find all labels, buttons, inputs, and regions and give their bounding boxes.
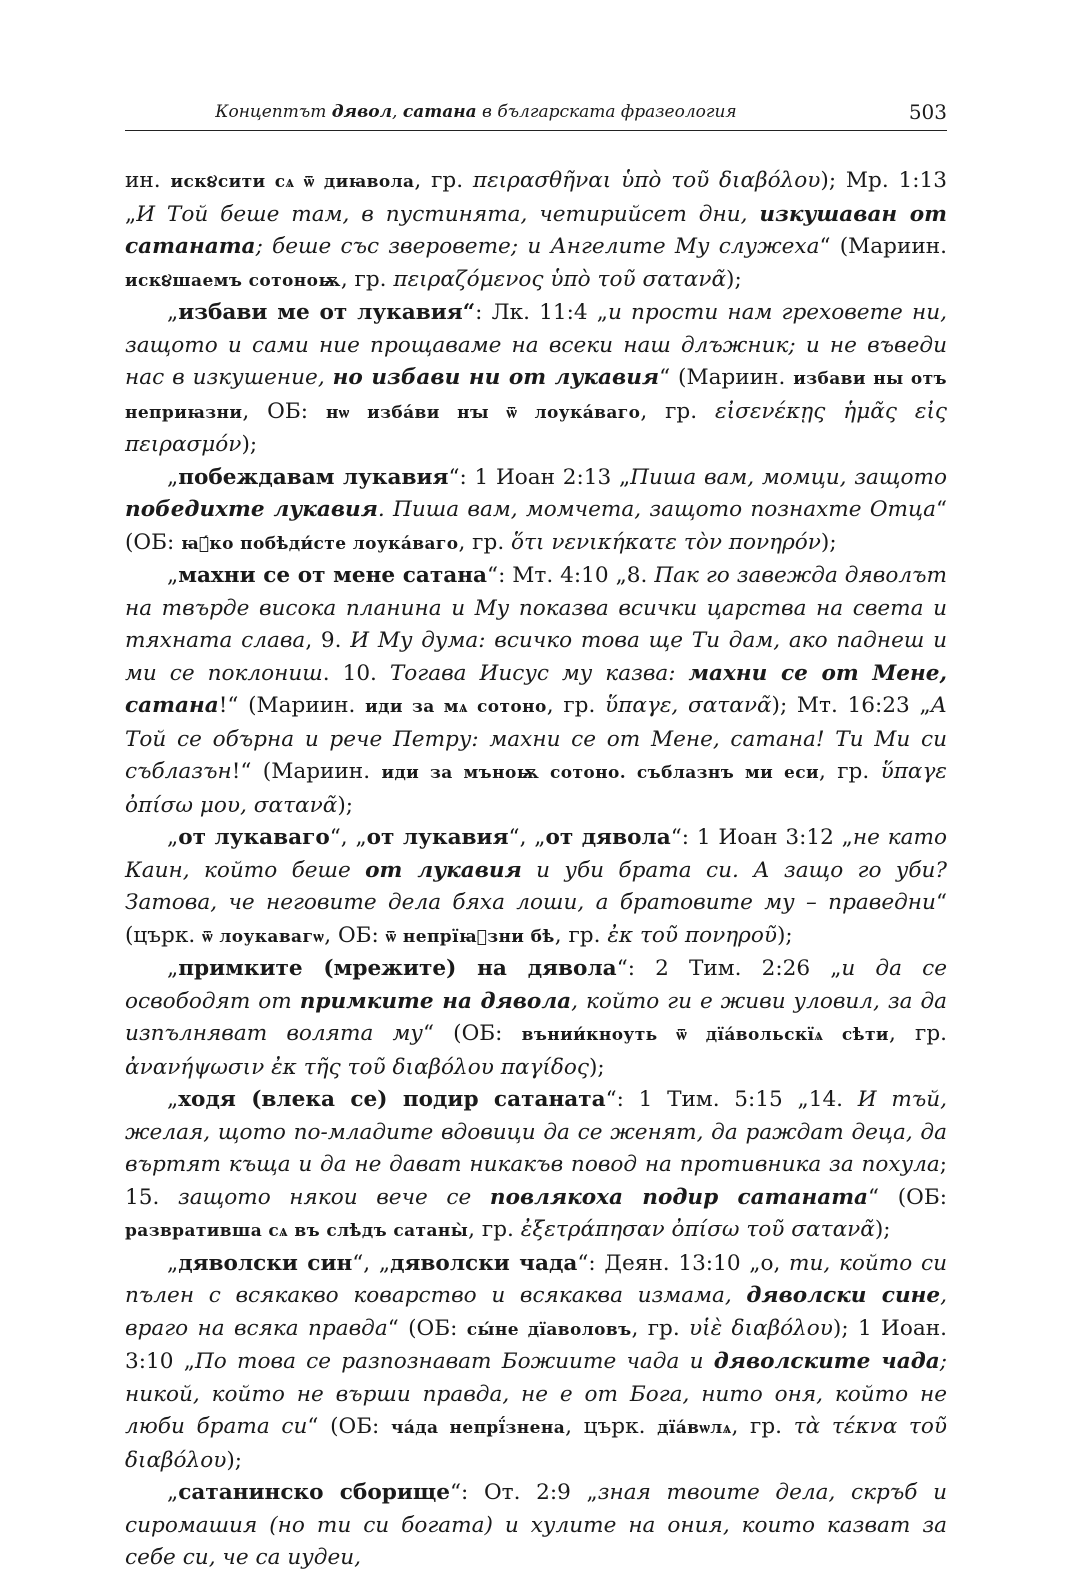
church-slavonic-text: нѡ избáви нꙑ ѿ лоукáваго bbox=[325, 402, 641, 423]
text-run: “, „ bbox=[508, 825, 546, 850]
church-slavonic-text: вънии́кноуть ѿ дїа́вольскїѧ сѣти bbox=[521, 1025, 889, 1045]
page-number: 503 bbox=[908, 100, 947, 124]
church-slavonic-text: дїа́вѡлѧ bbox=[657, 1418, 732, 1438]
text-run: „ bbox=[167, 825, 179, 850]
text-run: , ОБ: bbox=[242, 398, 326, 424]
text-run: ); bbox=[726, 266, 742, 292]
text-run: “ (ОБ: bbox=[125, 497, 947, 555]
text-run: „ bbox=[167, 956, 179, 981]
text-run: „ bbox=[167, 1480, 179, 1505]
italic-quote-run: ти, който си пълен с всякакво коварство и всякаква измама, bbox=[125, 1250, 948, 1308]
phraseme-heading: избави ме от лукавия“ bbox=[178, 300, 476, 325]
text-run: ); Мт. 16:23 „ bbox=[771, 693, 931, 718]
italic-quote-run: Пиша вам, момци, защото bbox=[630, 464, 947, 490]
greek-text: τὰ τέκνα τοῦ διαβόλου bbox=[125, 1414, 948, 1473]
italic-quote-run: и да се освободят от bbox=[125, 956, 947, 1014]
running-title bbox=[125, 102, 827, 122]
greek-text: ὕπαγε ὀπίσω μου, σατανᾶ bbox=[125, 759, 947, 818]
text-run: ); bbox=[337, 792, 354, 818]
text-run: “: 1 Тим. 5:15 „14. bbox=[605, 1087, 858, 1112]
text-run: !“ (Мариин. bbox=[218, 693, 366, 718]
greek-text: ἀνανήψωσιν ἐκ τῆς τοῦ διαβόλου παγίδος bbox=[125, 1054, 589, 1080]
text-run: “: От. 2:9 „ bbox=[449, 1480, 598, 1505]
running-title-pre: Концептът bbox=[215, 102, 332, 122]
paragraph-1 bbox=[125, 165, 947, 297]
paragraph-2 bbox=[125, 297, 947, 462]
italic-quote-run: ; никой, който не върши правда, не е от Бога, нито оня, който не люби брата си bbox=[125, 1349, 948, 1439]
text-run: , 9. bbox=[305, 628, 351, 653]
text-run: „ bbox=[167, 300, 179, 325]
bold-italic-emphasis: повлякоха подир сатаната bbox=[489, 1184, 869, 1210]
italic-quote-run: зная твоите дела, скръб и сиромашия (но ти си богата) и хулите на ония, които казват за себе си, че са иудеи, bbox=[125, 1480, 947, 1570]
text-run: “: Деян. 13:10 „о, bbox=[577, 1250, 790, 1276]
phraseme-heading: от дявола bbox=[545, 825, 671, 850]
greek-text: υἱὲ διαβόλου bbox=[689, 1315, 833, 1341]
text-run: , гр. bbox=[546, 693, 606, 718]
text-run: , ОБ: bbox=[324, 922, 386, 948]
church-slavonic-text: ꙗ҆́ко побѣди́сте лоукáваго bbox=[181, 533, 459, 554]
phraseme-heading: побеждавам лукавия bbox=[178, 464, 449, 490]
text-run: “: 1 Иоан 3:12 „ bbox=[670, 825, 853, 850]
paragraph-6 bbox=[125, 953, 947, 1084]
church-slavonic-text: сы́не дїаволовъ bbox=[466, 1319, 632, 1340]
paragraph-5 bbox=[125, 822, 947, 953]
text-run: , църк. bbox=[565, 1414, 658, 1439]
text-run: , гр. bbox=[458, 529, 512, 555]
phraseme-heading: ходя (влека се) подир сатаната bbox=[178, 1087, 606, 1112]
text-run: “: 2 Тим. 2:26 „ bbox=[616, 956, 842, 981]
text-run: “, „ bbox=[352, 1250, 391, 1276]
italic-quote-run: , който ги е живи уловил, за да изпълняват волята му bbox=[125, 988, 948, 1046]
italic-quote-run: А Той се обърна и рече Петру: махни се от Мене, сатана! Ти Ми си съблазън bbox=[125, 693, 947, 784]
italic-quote-run: ; беше със зверовете; и Ангелите Му служеха bbox=[255, 234, 820, 259]
paragraph-9 bbox=[125, 1477, 947, 1575]
text-run: , гр. bbox=[631, 1315, 690, 1341]
text-run: , гр. bbox=[640, 398, 716, 424]
church-slavonic-text: иск૪сити сѧ ѿ диꙗвола bbox=[170, 172, 415, 192]
phraseme-heading: от лукавия bbox=[366, 825, 509, 850]
text-run: “ (ОБ: bbox=[387, 1315, 467, 1341]
phraseme-heading: от лукаваго bbox=[178, 825, 330, 850]
italic-quote-run: Пак го завежда дяволът на твърде висока планина и Му показва всички царства на света и тяхната слава bbox=[125, 563, 947, 653]
text-run: ); bbox=[226, 1447, 243, 1473]
bold-italic-emphasis: махни се от Мене, сатана bbox=[125, 660, 947, 718]
text-run: “: 1 Иоан 2:13 „ bbox=[448, 464, 631, 490]
phraseme-heading: сатанинско сборище bbox=[178, 1480, 450, 1505]
bold-italic-emphasis: от лукавия bbox=[365, 857, 522, 883]
running-head bbox=[125, 100, 947, 131]
text-run: , гр. bbox=[414, 168, 473, 193]
text-run: , гр. bbox=[888, 1021, 948, 1046]
bold-italic-emphasis: изкушаван от сатаната bbox=[125, 201, 947, 259]
paragraph-3 bbox=[125, 462, 947, 561]
greek-text: ἐκ τοῦ πονηροῦ bbox=[607, 922, 777, 948]
paragraph-8 bbox=[125, 1248, 947, 1478]
running-title-post: в българската фразеология bbox=[476, 102, 737, 122]
text-run: ; 15. bbox=[125, 1152, 947, 1210]
church-slavonic-text: ча́да непрї́знена bbox=[391, 1418, 566, 1438]
text-run: “, „ bbox=[329, 825, 367, 850]
bold-italic-emphasis: дяволски сине bbox=[746, 1283, 941, 1308]
greek-text: ὅτι νενικήκατε τὸν πονηρόν bbox=[511, 529, 821, 555]
italic-quote-run: и уби брата си. А защо го уби? Затова, че неговите дела бяха лоши, а братовите му – праведни bbox=[125, 857, 948, 915]
text-run: „ bbox=[167, 464, 179, 490]
church-slavonic-text: иди за мъноѭ сотоно. съблазнъ ми еси bbox=[381, 763, 819, 783]
text-run: „ bbox=[167, 1250, 179, 1276]
greek-text: πειραζόμενος ὑπὸ τοῦ σατανᾶ bbox=[393, 266, 727, 292]
phraseme-heading: примките (мрежите) на дявола bbox=[178, 956, 617, 981]
italic-quote-run: , враго на всяка правда bbox=[125, 1283, 948, 1341]
church-slavonic-text: ѿ лоукавагѡ bbox=[202, 926, 325, 947]
church-slavonic-text: иди за мѧ сотоно bbox=[365, 697, 547, 717]
greek-text: ἐξετράπησαν ὀπίσω τοῦ σατανᾶ bbox=[520, 1217, 875, 1242]
italic-quote-run: Тогава Иисус му казва: bbox=[389, 660, 689, 686]
phraseme-heading: махни се от мене сатана bbox=[178, 563, 488, 588]
italic-quote-run: И Той беше там, в пустинята, четирийсет дни, bbox=[136, 201, 760, 227]
body-text bbox=[125, 165, 947, 1575]
text-run: “ (ОБ: bbox=[422, 1021, 522, 1046]
text-run: , гр. bbox=[818, 759, 881, 784]
text-run: „ bbox=[167, 1087, 179, 1112]
text-run: ); bbox=[820, 529, 837, 555]
text-run: “: Мт. 4:10 „8. bbox=[487, 563, 655, 588]
phraseme-heading: дяволски чада bbox=[390, 1250, 578, 1276]
bold-italic-emphasis: но избави ни от лукавия bbox=[332, 365, 660, 390]
greek-text: εἰσενέκῃς ἡμᾶς εἰς πειρασμόν bbox=[125, 398, 947, 457]
italic-quote-run: и прости нам греховете ни, защото и сами ние прощаваме на всеки наш длъжник; и не въведи нас в изкушение, bbox=[125, 300, 947, 390]
text-run: ); 1 Иоан. 3:10 „ bbox=[125, 1315, 947, 1374]
italic-quote-run: По това се разпознават Божиите чада и bbox=[194, 1349, 714, 1374]
text-run: “ (ОБ: bbox=[868, 1184, 947, 1210]
italic-quote-run: И тъй, желая, щото по-младите вдовици да се женят, да раждат деца, да въртят къща и да не дават никакъв повод на противника за похула bbox=[125, 1087, 947, 1177]
church-slavonic-text: ѿ непрїꙗ҆зни бѣ bbox=[385, 926, 555, 947]
text-run: ); Мр. 1:13 „ bbox=[125, 168, 948, 227]
text-run: “ (Мариин. bbox=[659, 365, 794, 390]
text-run: ); bbox=[588, 1054, 605, 1080]
text-run: ин. bbox=[125, 168, 171, 193]
running-title-mid: , bbox=[392, 102, 403, 122]
bold-italic-emphasis: дяволските чада bbox=[713, 1349, 940, 1374]
greek-text: ὕπαγε, σατανᾶ bbox=[605, 693, 772, 718]
bold-italic-emphasis: победихте лукавия bbox=[125, 497, 378, 522]
text-run: ); bbox=[874, 1217, 891, 1242]
text-run: , гр. bbox=[468, 1217, 521, 1242]
text-run: “ (църк. bbox=[125, 890, 947, 948]
text-run: !“ (Мариин. bbox=[231, 759, 382, 784]
text-run: , гр. bbox=[554, 922, 608, 948]
church-slavonic-text: иск૪шаемъ сотоноѭ bbox=[125, 270, 341, 291]
text-run: ); bbox=[241, 432, 258, 457]
text-run: “ (Мариин. bbox=[819, 234, 947, 259]
phraseme-heading: дяволски син bbox=[178, 1250, 353, 1276]
greek-text: πειρασθῆναι ὑπὸ τοῦ διαβόλου bbox=[472, 168, 821, 193]
italic-quote-run: не като Каин, който беше bbox=[125, 825, 947, 883]
text-run: , гр. bbox=[731, 1414, 794, 1439]
church-slavonic-text: развратившa сѧ въ слѣдъ сатаны̀ bbox=[125, 1221, 469, 1241]
italic-quote-run: И Му дума: всичко това ще Ти дам, ако паднеш и ми се поклониш bbox=[125, 628, 947, 686]
text-run: . 10. bbox=[322, 660, 390, 686]
italic-quote-run: . Пиша вам, момчета, защото познахте Отца bbox=[377, 497, 936, 522]
text-run: , гр. bbox=[340, 266, 394, 292]
running-title-bold-2: сатана bbox=[402, 102, 477, 122]
text-run: “ (ОБ: bbox=[307, 1414, 391, 1439]
italic-quote-run: защото някои вече се bbox=[177, 1184, 490, 1210]
running-title-bold-1: дявол bbox=[331, 102, 393, 122]
bold-italic-emphasis: примките на дявола bbox=[299, 988, 572, 1014]
paragraph-4 bbox=[125, 560, 947, 822]
church-slavonic-text: избави ны отъ неприꙗзни bbox=[125, 369, 947, 423]
text-run: : Лк. 11:4 „ bbox=[475, 300, 608, 325]
paragraph-7 bbox=[125, 1084, 947, 1248]
text-run: ); bbox=[776, 922, 793, 948]
text-run: „ bbox=[167, 563, 179, 588]
